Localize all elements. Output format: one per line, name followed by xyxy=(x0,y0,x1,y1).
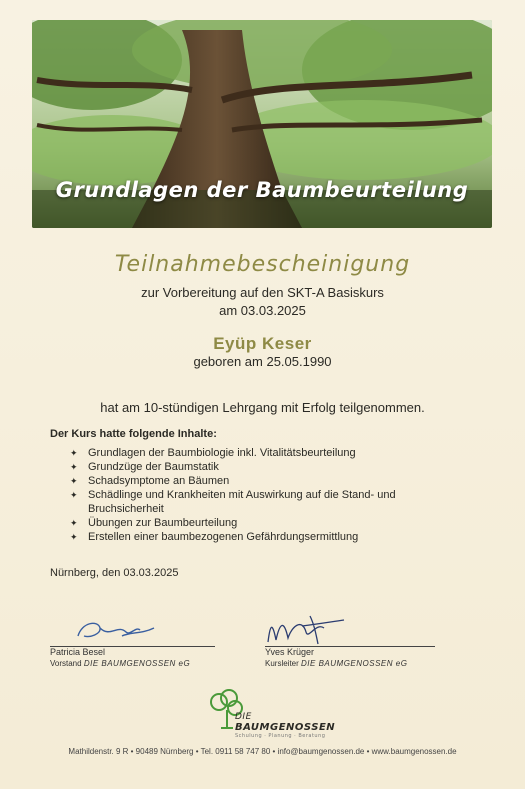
logo-line1: DIE xyxy=(235,712,252,722)
signer-left-role-prefix: Vorstand xyxy=(50,659,82,668)
signature-left-image xyxy=(70,612,160,646)
hero-tree-photo xyxy=(32,20,492,228)
signer-right-org: DIE BAUMGENOSSEN eG xyxy=(301,659,408,668)
list-item: ✦ Grundlagen der Baumbiologie inkl. Vitalitätsbeurteilung xyxy=(70,446,470,460)
signer-right-role xyxy=(265,659,407,668)
signer-right-role-prefix: Kursleiter xyxy=(265,659,299,668)
hero-title: Grundlagen der Baumbeurteilung xyxy=(55,178,469,202)
course-content-list xyxy=(70,446,470,544)
list-item: ✦ Schadsymptome an Bäumen xyxy=(70,474,470,488)
place-date: Nürnberg, den 03.03.2025 xyxy=(50,567,179,579)
signer-left-role xyxy=(50,659,190,668)
certificate-title: Teilnahmebescheinigung xyxy=(114,252,411,277)
course-content-heading: Der Kurs hatte folgende Inhalte: xyxy=(50,428,217,440)
completion-line: hat am 10-stündigen Lehrgang mit Erfolg teilgenommen. xyxy=(100,400,425,415)
list-item: ✦ Erstellen einer baumbezogenen Gefährdungsermittlung xyxy=(70,530,470,544)
signer-left-name: Patricia Besel xyxy=(50,647,106,657)
list-item: ✦ Schädlinge und Krankheiten mit Auswirkung auf die Stand- und Bruchsicherheit xyxy=(70,488,470,516)
signer-left-org: DIE BAUMGENOSSEN eG xyxy=(83,659,191,668)
footer-contact: Mathildenstr. 9 R • 90489 Nürnberg • Tel. 0911 58 747 80 • info@baumgenossen.de • www.baumgenossen.de xyxy=(68,747,457,756)
logo-line2: BAUMGENOSSEN xyxy=(235,722,336,733)
signer-right-name: Yves Krüger xyxy=(265,647,315,657)
birth-line: geboren am 25.05.1990 xyxy=(193,354,332,369)
list-item: ✦ Grundzüge der Baumstatik xyxy=(70,460,470,474)
signature-right-image xyxy=(262,612,352,648)
logo-wordmark xyxy=(235,712,335,739)
list-item: ✦ Übungen zur Baumbeurteilung xyxy=(70,516,470,530)
logo-tagline: Schulung · Planung · Beratung xyxy=(235,733,326,739)
participant-name: Eyüp Keser xyxy=(213,334,312,353)
purpose-line: zur Vorbereitung auf den SKT-A Basiskurs xyxy=(141,285,384,300)
purpose-date: am 03.03.2025 xyxy=(219,303,306,318)
